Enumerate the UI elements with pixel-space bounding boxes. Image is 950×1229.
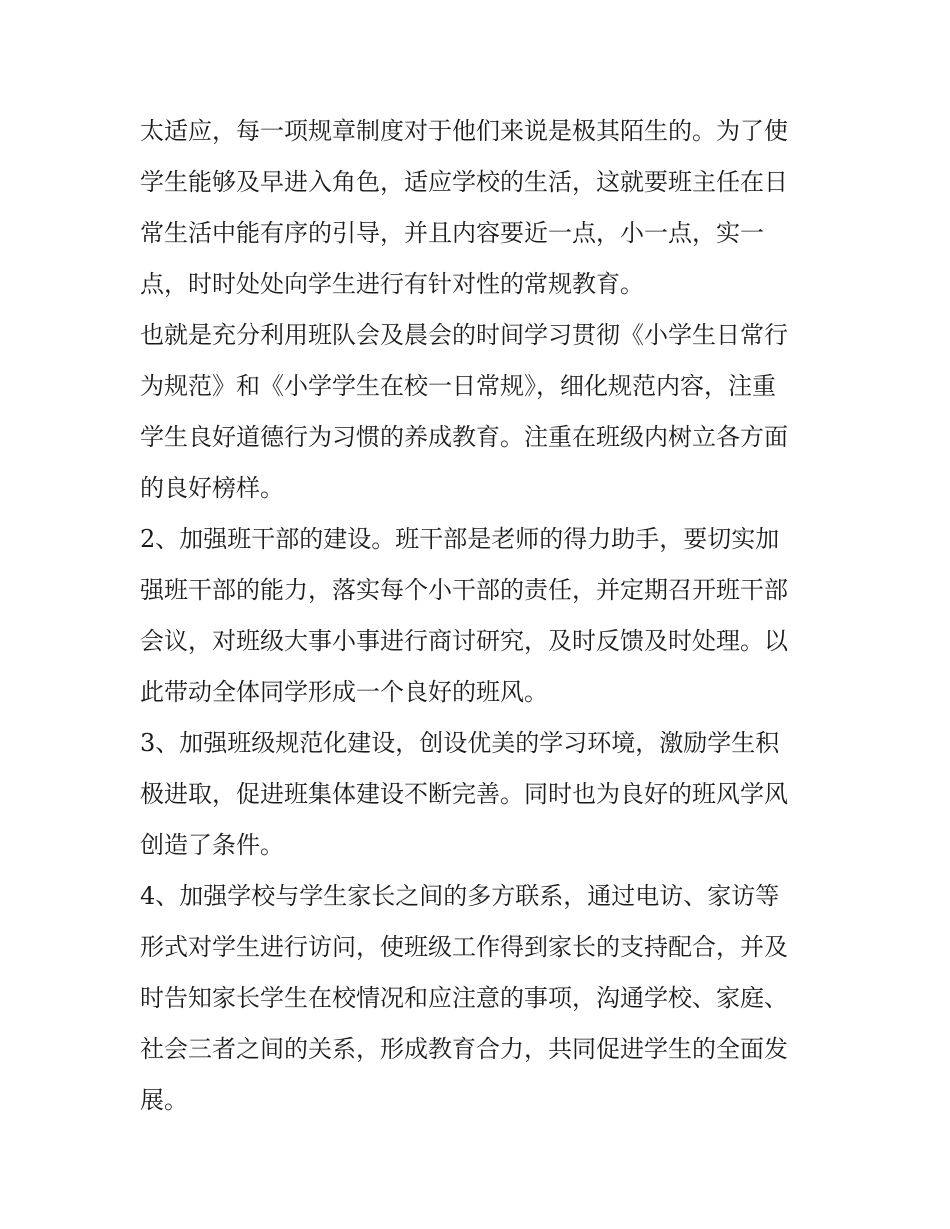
text-line: 创造了条件。 <box>140 831 284 859</box>
text-line: 此带动全体同学形成一个良好的班风。 <box>140 678 548 706</box>
text-line: 点，时时处处向学生进行有针对性的常规教育。 <box>140 270 644 298</box>
text-line: 强班干部的能力，落实每个小干部的责任，并定期召开班干部 <box>140 576 788 604</box>
text-line: 4、加强学校与学生家长之间的多方联系，通过电访、家访等 <box>140 882 780 910</box>
text-line: 社会三者之间的关系，形成教育合力，共同促进学生的全面发 <box>140 1035 788 1063</box>
text-line: 2、加强班干部的建设。班干部是老师的得力助手，要切实加 <box>140 525 780 553</box>
text-line: 展。 <box>140 1086 188 1114</box>
text-line: 的良好榜样。 <box>140 474 284 502</box>
text-line: 太适应，每一项规章制度对于他们来说是极其陌生的。为了使 <box>140 117 788 145</box>
text-line: 时告知家长学生在校情况和应注意的事项，沟通学校、家庭、 <box>140 984 788 1012</box>
text-line: 为规范》和《小学学生在校一日常规》，细化规范内容，注重 <box>140 372 776 400</box>
text-line: 会议，对班级大事小事进行商讨研究，及时反馈及时处理。以 <box>140 627 788 655</box>
text-line: 也就是充分利用班队会及晨会的时间学习贯彻《小学生日常行 <box>140 321 788 349</box>
document-body <box>140 106 820 1126</box>
text-line: 学生良好道德行为习惯的养成教育。注重在班级内树立各方面 <box>140 423 788 451</box>
text-line: 常生活中能有序的引导，并且内容要近一点，小一点，实一 <box>140 219 764 247</box>
text-line: 极进取，促进班集体建设不断完善。同时也为良好的班风学风 <box>140 780 788 808</box>
text-line: 3、加强班级规范化建设，创设优美的学习环境，激励学生积 <box>140 729 780 757</box>
text-line: 形式对学生进行访问，使班级工作得到家长的支持配合，并及 <box>140 933 788 961</box>
text-line: 学生能够及早进入角色，适应学校的生活，这就要班主任在日 <box>140 168 788 196</box>
